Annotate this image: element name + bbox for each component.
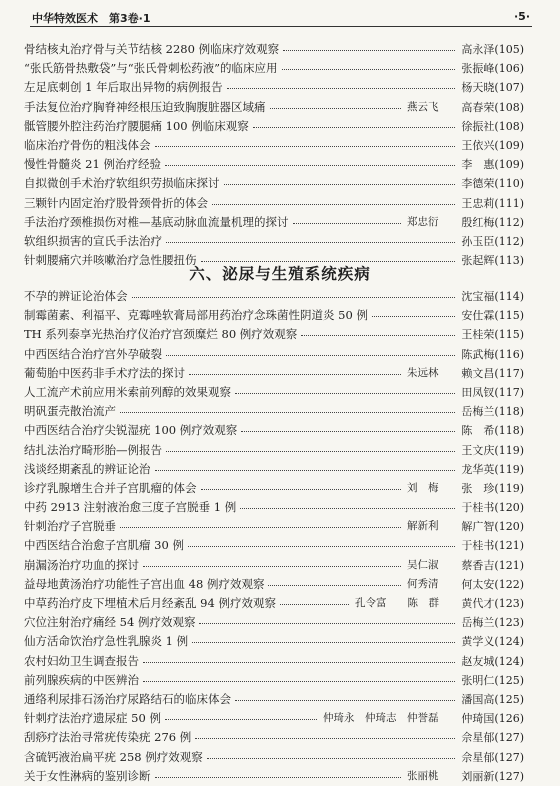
dot-leader bbox=[240, 508, 455, 509]
toc-entry bbox=[24, 155, 524, 174]
entry-author-page: 高春荣(108) bbox=[461, 100, 524, 114]
page-number: ·5· bbox=[513, 10, 530, 23]
entry-title: 葡萄胎中医药非手术疗法的探讨 bbox=[24, 365, 185, 380]
entry-title: “张氏筋骨热敷袋”与“张氏骨刺松药液”的临床应用 bbox=[24, 61, 278, 76]
entry-title: 慢性骨髓炎 21 例治疗经验 bbox=[24, 157, 161, 172]
entry-coauthors: 燕云飞 bbox=[407, 100, 439, 113]
entry-author-page: 孙玉臣(112) bbox=[461, 234, 524, 248]
entry-title: 中西医结合治疗尖锐湿疣 100 例疗效观察 bbox=[24, 423, 238, 438]
toc-entry bbox=[24, 364, 524, 383]
toc-entry bbox=[24, 709, 524, 728]
entry-author-page: 于桂书(121) bbox=[461, 539, 524, 553]
entry-coauthors: 张丽桃 bbox=[407, 769, 439, 782]
toc-entry bbox=[24, 613, 524, 632]
entry-title: 刮痧疗法治寻常疣传染疣 276 例 bbox=[24, 730, 192, 745]
entry-author-page: 佘星郁(127) bbox=[461, 731, 524, 745]
toc-entry bbox=[24, 174, 524, 193]
entry-author-page: 于桂书(120) bbox=[461, 501, 524, 515]
entry-coauthors: 何秀清 bbox=[407, 577, 439, 590]
toc-entry bbox=[24, 78, 524, 97]
toc-entry bbox=[24, 748, 524, 767]
dot-leader bbox=[268, 585, 401, 586]
toc-entry bbox=[24, 402, 524, 421]
toc-entry bbox=[24, 632, 524, 651]
entry-author-page: 徐振社(108) bbox=[461, 119, 524, 133]
entry-author-page: 殷红梅(112) bbox=[461, 215, 524, 229]
entry-title: 软组织损害的宣氏手法治疗 bbox=[24, 233, 162, 248]
dot-leader bbox=[235, 700, 455, 701]
entry-title: 结扎法治疗畸形胎—例报告 bbox=[24, 442, 162, 457]
entry-title: 前列腺疾病的中医辨治 bbox=[24, 672, 139, 687]
dot-leader bbox=[155, 777, 401, 778]
entry-author-page: 潘国高(125) bbox=[461, 692, 524, 706]
toc-entry bbox=[24, 383, 524, 402]
dot-leader bbox=[188, 546, 455, 547]
toc-entry bbox=[24, 575, 524, 594]
entry-author-page: 黄学义(124) bbox=[461, 635, 524, 649]
entry-author-page: 赵友城(124) bbox=[461, 654, 524, 668]
toc-entry bbox=[24, 306, 524, 325]
entry-author-page: 张 珍(119) bbox=[461, 481, 524, 495]
dot-leader bbox=[372, 316, 455, 317]
toc-entry bbox=[24, 498, 524, 517]
dot-leader bbox=[253, 127, 455, 128]
toc-entry bbox=[24, 117, 524, 136]
toc-entry bbox=[24, 345, 524, 364]
entry-title: 益母地黄汤治疗功能性子宫出血 48 例疗效观察 bbox=[24, 576, 265, 591]
dot-leader bbox=[301, 335, 455, 336]
toc-list-urogenital bbox=[24, 287, 524, 786]
entry-author-page: 王依兴(109) bbox=[461, 138, 524, 152]
toc-entry bbox=[24, 59, 524, 78]
entry-author-page: 蔡香吉(121) bbox=[461, 558, 524, 572]
dot-leader bbox=[235, 393, 455, 394]
dot-leader bbox=[192, 642, 455, 643]
entry-author-page: 刘丽新(127) bbox=[461, 769, 524, 783]
toc-entry bbox=[24, 536, 524, 555]
entry-title: 含硫钙液治扁平疣 258 例疗效观察 bbox=[24, 749, 203, 764]
entry-coauthors: 郑忠衍 bbox=[407, 215, 439, 228]
journal-title: 中华特效医术 第3卷·1 bbox=[32, 12, 151, 25]
dot-leader bbox=[120, 412, 455, 413]
toc-entry bbox=[24, 652, 524, 671]
dot-leader bbox=[120, 527, 401, 528]
dot-leader bbox=[282, 69, 455, 70]
entry-author-page: 张起辉(113) bbox=[461, 254, 524, 268]
entry-title: 骨结核丸治疗骨与关节结核 2280 例临床疗效观察 bbox=[24, 42, 280, 56]
dot-leader bbox=[212, 204, 455, 205]
entry-author-page: 李 惠(109) bbox=[461, 158, 524, 172]
dot-leader bbox=[166, 355, 455, 356]
entry-coauthors: 孔令富 陈 群 bbox=[355, 597, 439, 609]
entry-author-page: 佘星郁(127) bbox=[461, 750, 524, 764]
entry-author-page: 安仕霖(115) bbox=[461, 309, 524, 323]
entry-title: 通络利尿排石汤治疗尿路结石的临床体会 bbox=[24, 691, 231, 706]
toc-entry bbox=[24, 517, 524, 536]
entry-title: 左足底刺创 1 年后取出异物的病例报告 bbox=[24, 80, 223, 95]
toc-entry bbox=[24, 594, 524, 613]
entry-title: 穴位注射治疗痛经 54 例疗效观察 bbox=[24, 615, 196, 630]
dot-leader bbox=[199, 623, 455, 624]
entry-title: 针刺治疗子宫脱垂 bbox=[24, 519, 116, 534]
dot-leader bbox=[143, 566, 401, 567]
entry-title: 不孕的辨证论治体会 bbox=[24, 289, 128, 303]
toc-entry bbox=[24, 98, 524, 117]
entry-author-page: 张振峰(106) bbox=[461, 62, 524, 76]
entry-title: 针刺腰痛穴并咳嗽治疗急性腰扭伤 bbox=[24, 253, 197, 268]
entry-author-page: 陈 希(118) bbox=[461, 424, 524, 438]
entry-title: TH 系列泰享光热治疗仪治疗宫颈糜烂 80 例疗效观察 bbox=[24, 327, 298, 342]
toc-entry bbox=[24, 556, 524, 575]
entry-coauthors: 刘 梅 bbox=[407, 481, 439, 494]
toc-entry bbox=[24, 40, 524, 59]
dot-leader bbox=[201, 489, 401, 490]
toc-entry bbox=[24, 213, 524, 232]
entry-coauthors: 朱远林 bbox=[407, 366, 439, 379]
dot-leader bbox=[143, 662, 455, 663]
dot-leader bbox=[143, 681, 455, 682]
entry-author-page: 仲琦国(126) bbox=[461, 712, 524, 726]
entry-title: 制霉菌素、利福平、克霉唑软膏局部用药治疗念珠菌性阴道炎 50 例 bbox=[24, 308, 368, 323]
toc-entry bbox=[24, 194, 524, 213]
entry-title: 仙方活命饮治疗急性乳腺炎 1 例 bbox=[24, 634, 189, 649]
entry-title: 临床治疗骨伤的粗浅体会 bbox=[24, 137, 151, 152]
toc-entry bbox=[24, 460, 524, 479]
running-header bbox=[30, 8, 532, 27]
toc-entry bbox=[24, 136, 524, 155]
entry-title: 崩漏汤治疗功血的探讨 bbox=[24, 557, 139, 572]
dot-leader bbox=[166, 451, 455, 452]
entry-title: 手法治疗颈椎损伤对椎—基底动脉血流量机理的探讨 bbox=[24, 214, 289, 229]
dot-leader bbox=[207, 758, 455, 759]
entry-title: 浅谈经期紊乱的辨证论治 bbox=[24, 461, 151, 476]
entry-author-page: 田凤钗(117) bbox=[461, 385, 524, 399]
entry-coauthors: 解新利 bbox=[407, 520, 439, 533]
entry-author-page: 高永泽(105) bbox=[461, 43, 524, 56]
toc-entry bbox=[24, 690, 524, 709]
toc-entry bbox=[24, 671, 524, 690]
entry-coauthors: 吴仁淑 bbox=[407, 558, 439, 571]
entry-title: 诊疗乳腺增生合并子宫肌瘤的体会 bbox=[24, 480, 197, 495]
toc-list-orthopedics bbox=[24, 40, 524, 270]
dot-leader bbox=[189, 374, 401, 375]
entry-title: 农村妇幼卫生调查报告 bbox=[24, 653, 139, 668]
entry-title: 中药 2913 注射液治愈三度子宫脱垂 1 例 bbox=[24, 500, 237, 515]
entry-author-page: 王忠莉(111) bbox=[461, 196, 524, 210]
entry-author-page: 王文庆(119) bbox=[461, 443, 524, 457]
section-heading: 六、泌尿与生殖系统疾病 bbox=[189, 265, 371, 283]
entry-title: 骶管腰外腔注药治疗腰腿痛 100 例临床观察 bbox=[24, 118, 249, 133]
toc-entry bbox=[24, 287, 524, 306]
dot-leader bbox=[155, 146, 455, 147]
dot-leader bbox=[155, 470, 455, 471]
dot-leader bbox=[227, 88, 455, 89]
dot-leader bbox=[270, 108, 401, 109]
toc-entry bbox=[24, 232, 524, 251]
entry-title: 人工流产术前应用米索前列醇的效果观察 bbox=[24, 384, 231, 399]
entry-author-page: 沈宝福(114) bbox=[461, 290, 524, 303]
entry-title: 针刺疗法治疗遗尿症 50 例 bbox=[24, 711, 161, 726]
dot-leader bbox=[165, 719, 317, 720]
entry-author-page: 陈武梅(116) bbox=[461, 347, 524, 361]
entry-title: 中草药治疗皮下埋植术后月经紊乱 94 例疗效观察 bbox=[24, 596, 276, 610]
entry-coauthors: 仲琦永 仲琦志 仲誉磊 bbox=[323, 712, 439, 725]
entry-title: 关于女性淋病的鉴别诊断 bbox=[24, 768, 151, 783]
dot-leader bbox=[195, 738, 455, 739]
entry-author-page: 龙华英(119) bbox=[461, 462, 524, 476]
entry-title: 三颗针内固定治疗股骨颈骨折的体会 bbox=[24, 195, 208, 210]
entry-author-page: 黄代才(123) bbox=[461, 597, 524, 610]
entry-author-page: 岳梅兰(118) bbox=[461, 405, 524, 419]
toc-entry bbox=[24, 728, 524, 747]
entry-title: 自拟微创手术治疗软组织劳损临床探讨 bbox=[24, 176, 220, 191]
toc-entry bbox=[24, 441, 524, 460]
dot-leader bbox=[241, 431, 455, 432]
toc-entry bbox=[24, 325, 524, 344]
entry-author-page: 解广智(120) bbox=[461, 520, 524, 534]
entry-author-page: 王桂荣(115) bbox=[461, 328, 524, 342]
toc-entry bbox=[24, 479, 524, 498]
dot-leader bbox=[165, 165, 455, 166]
entry-title: 明矾蛋壳散治流产 bbox=[24, 404, 116, 419]
dot-leader bbox=[280, 604, 349, 605]
entry-title: 手法复位治疗胸脊神经根压迫致胸腹脏器区域痛 bbox=[24, 99, 266, 114]
entry-title: 中西医结合治愈子宫肌瘤 30 例 bbox=[24, 538, 184, 553]
entry-author-page: 李德荣(110) bbox=[461, 177, 524, 191]
dot-leader bbox=[283, 50, 455, 51]
entry-author-page: 何太安(122) bbox=[461, 577, 524, 591]
toc-entry bbox=[24, 421, 524, 440]
dot-leader bbox=[224, 184, 455, 185]
entry-author-page: 张明仁(125) bbox=[461, 673, 524, 687]
dot-leader bbox=[132, 297, 455, 298]
toc-entry bbox=[24, 767, 524, 786]
dot-leader bbox=[166, 242, 455, 243]
entry-title: 中西医结合治疗宫外孕破裂 bbox=[24, 346, 162, 361]
entry-author-page: 赖文昌(117) bbox=[461, 366, 524, 380]
entry-author-page: 杨天晓(107) bbox=[461, 81, 524, 95]
entry-author-page: 岳梅兰(123) bbox=[461, 616, 524, 630]
dot-leader bbox=[293, 223, 401, 224]
